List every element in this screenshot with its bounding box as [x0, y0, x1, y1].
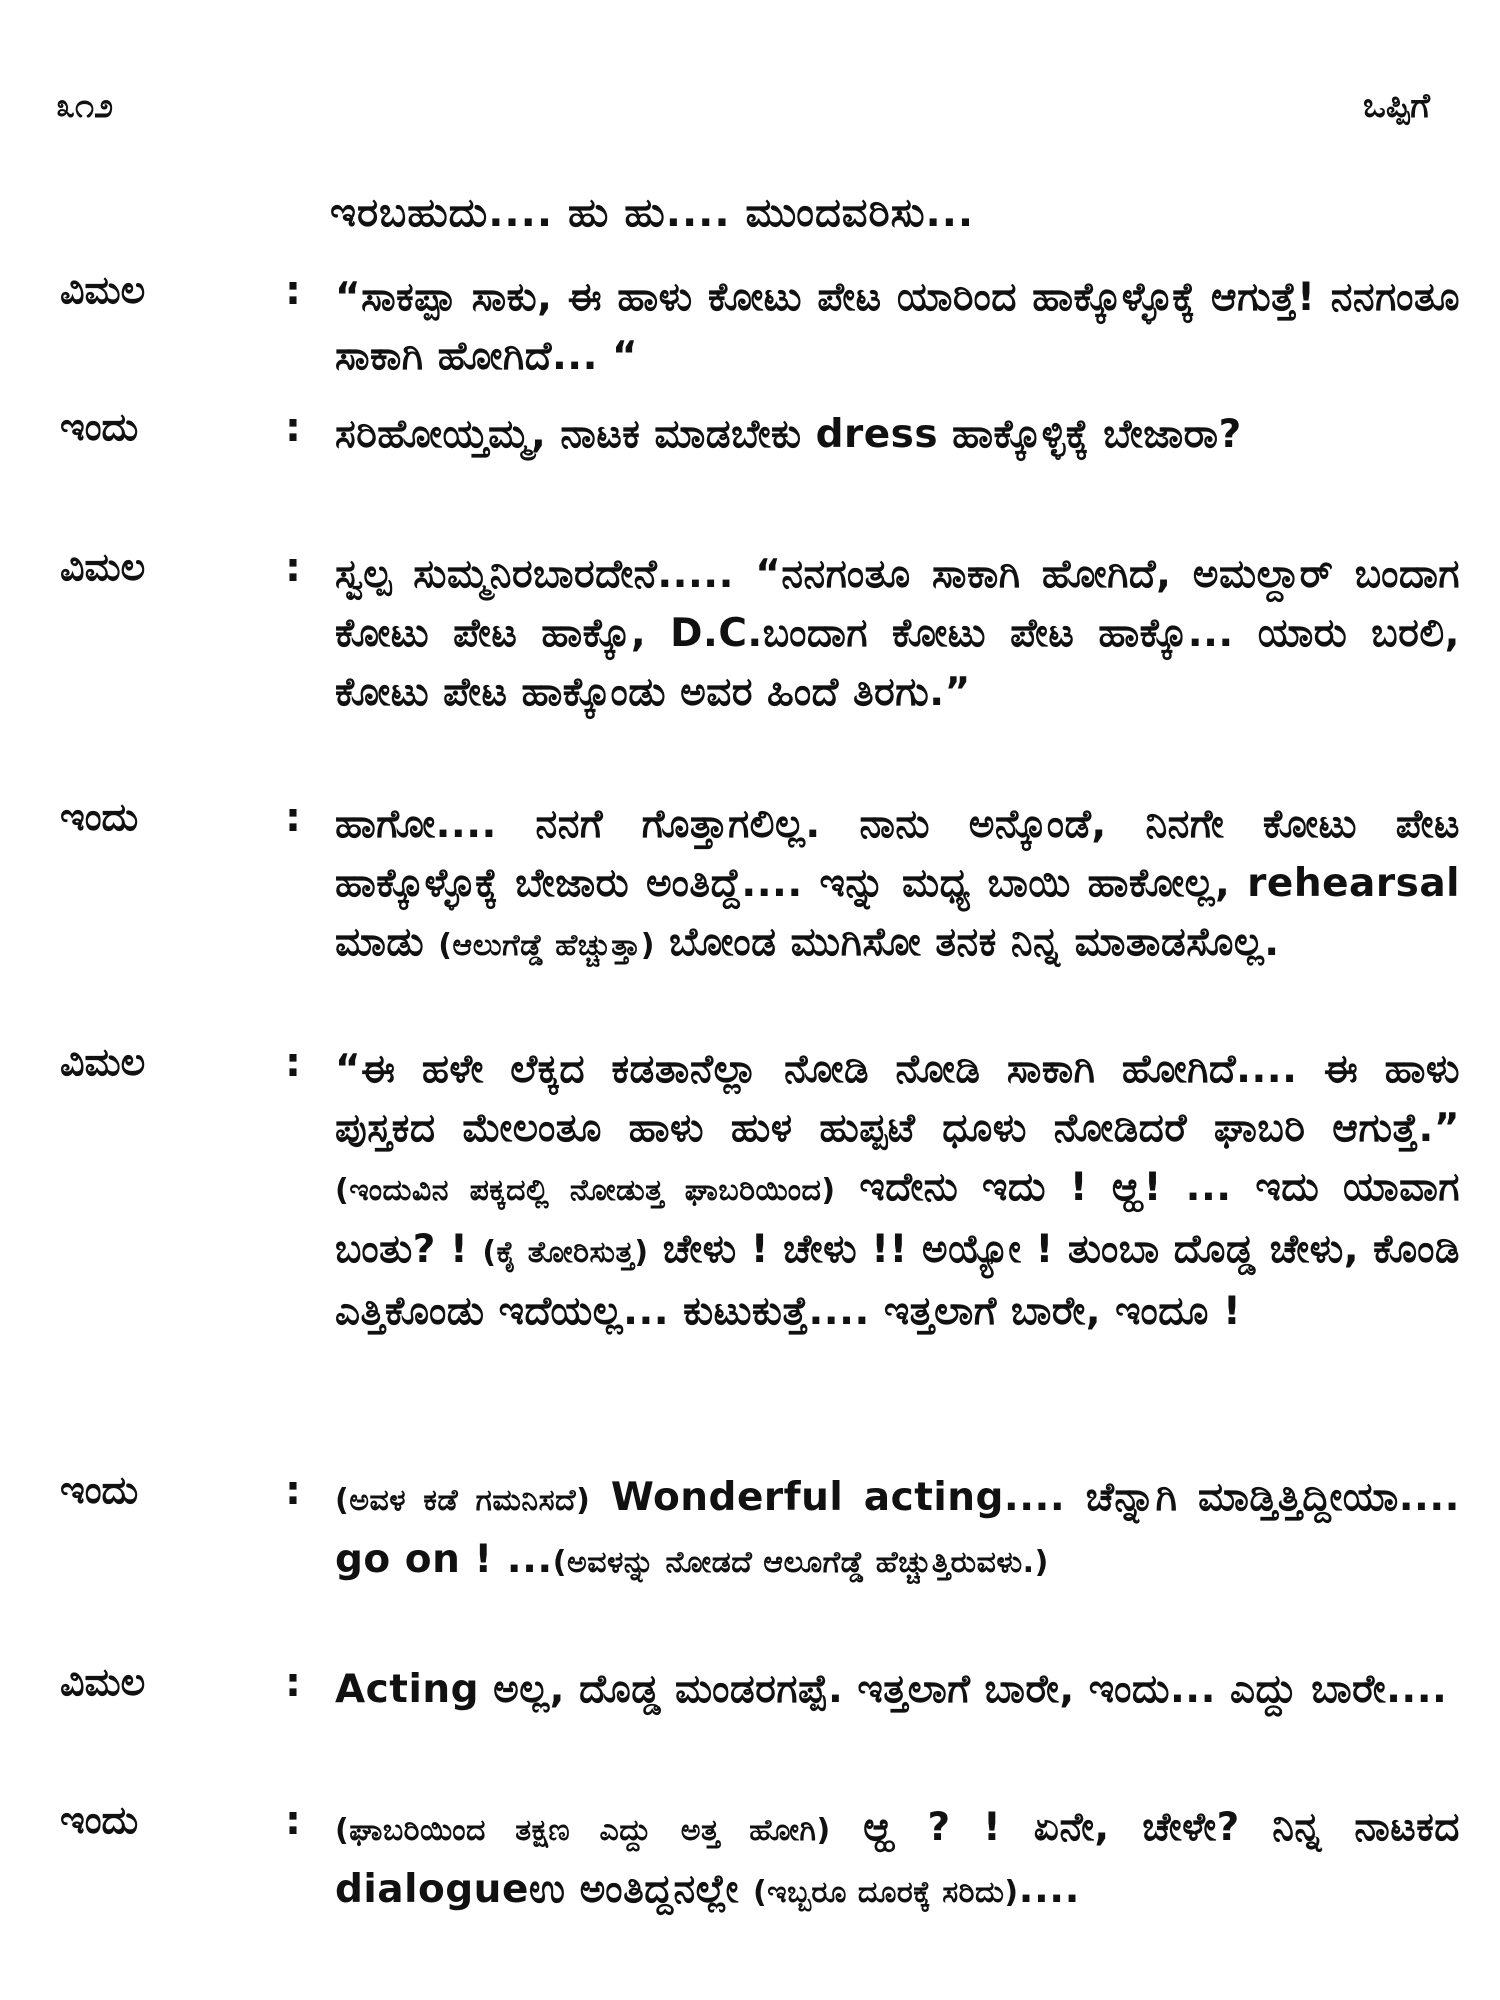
stage-direction: (ಆಲುಗೆಡ್ಡೆ ಹೆಚ್ಚುತ್ತಾ) [438, 928, 655, 963]
speech: Wonderful acting.... ಚೆನ್ನಾಗಿ ಮಾಡ್ತಿತ್ತಿದ್ದೀಯಾ.... go on ! ... [335, 1475, 1460, 1582]
dialogue-text [335, 268, 1460, 386]
stage-direction: (ಕೈ ತೋರಿಸುತ್ತ) [482, 1235, 649, 1270]
speaker-name: ಇಂದು [60, 405, 139, 449]
speaker-name: ವಿಮಲ [60, 268, 146, 312]
speaker-colon: : [285, 405, 301, 451]
speech: ಹಾಗೋ.... ನನಗೆ ಗೊತ್ತಾಗಲಿಲ್ಲ. ನಾನು ಅನ್ಕೊಂಡೆ, ನಿನಗೇ ಕೋಟು ಪೇಟ ಹಾಕ್ಕೊಳ್ಳೊಕ್ಕೆ ಬೇಜಾರು ಅಂತಿದ್ದೆ.... ಇನ್ನು ಮಧ್ಯ ಬಾಯಿ ಹಾಕೋಲ್ಲ, rehearsal ಮಾಡು [335, 802, 1460, 965]
speaker-name: ಇಂದು [60, 1468, 139, 1512]
speech: “ಸಾಕಪ್ಪಾ ಸಾಕು, ಈ ಹಾಳು ಕೋಟು ಪೇಟ ಯಾರಿಂದ ಹಾಕ್ಕೊಳ್ಳೊಕ್ಕೆ ಆಗುತ್ತೆ! ನನಗಂತೂ ಸಾಕಾಗಿ ಹೋಗಿದೆ... “ [335, 275, 1460, 379]
speaker-colon: : [285, 545, 301, 591]
speech: ಸರಿಹೋಯ್ತಮ್ಮ, ನಾಟಕ ಮಾಡಬೇಕು dress ಹಾಕ್ಕೊಳ್ಳಿಕ್ಕೆ ಬೇಜಾರಾ? [335, 412, 1242, 457]
stage-direction: (ಇಂದುವಿನ ಪಕ್ಕದಲ್ಲಿ ನೋಡುತ್ತ ಘಾಬರಿಯಿಂದ) [335, 1173, 836, 1208]
dialogue-text [335, 1660, 1460, 1719]
speech: Acting ಅಲ್ಲ, ದೊಡ್ಡ ಮಂಡರಗಪ್ಪೆ. ಇತ್ತಲಾಗೆ ಬಾರೇ, ಇಂದು... ಎದ್ದು ಬಾರೇ.... [335, 1667, 1448, 1712]
dialogue-text [335, 1798, 1460, 1922]
speech: ಚೇಳು ! ಚೇಳು !! ಅಯ್ಯೋ ! ತುಂಬಾ ದೊಡ್ಡ ಚೇಳು, ಕೊಂಡಿ ಎತ್ತಿಕೊಂಡು ಇದೆಯಲ್ಲ... ಕುಟುಕುತ್ತೆ.... ಇತ್ತಲಾಗೆ ಬಾರೇ, ಇಂದೂ ! [335, 1227, 1460, 1334]
speech: ಬೋಂಡ ಮುಗಿಸೋ ತನಕ ನಿನ್ನ ಮಾತಾಡಸೊಲ್ಲ. [655, 920, 1280, 965]
speech: ಸ್ವಲ್ಪ ಸುಮ್ಮನಿರಬಾರದೇನೆ..... “ನನಗಂತೂ ಸಾಕಾಗಿ ಹೋಗಿದೆ, ಅಮಲ್ದಾರ್ ಬಂದಾಗ ಕೋಟು ಪೇಟ ಹಾಕ್ಕೊ, D.C.ಬಂದಾಗ ಕೋಟು ಪೇಟ ಹಾಕ್ಕೊ... ಯಾರು ಬರಲಿ, ಕೋಟು ಪೇಟ ಹಾಕ್ಕೊಂಡು ಅವರ ಹಿಂದೆ ತಿರಗು.” [335, 552, 1460, 715]
dialogue-text [335, 545, 1460, 722]
speaker-name: ವಿಮಲ [60, 545, 146, 589]
speech: ಇದೇನು ಇದು ! ಆ್ಹ! ... ಇದು ಯಾವಾಗ ಬಂತು? ! [335, 1165, 1460, 1272]
speaker-name: ವಿಮಲ [60, 1660, 146, 1704]
running-title: ಒಪ್ಪಿಗೆ [1362, 86, 1430, 126]
stage-direction: (ಅವಳ ಕಡೆ ಗಮನಿಸದೆ) [335, 1483, 591, 1518]
dialogue-text [335, 405, 1460, 464]
stage-direction: (ಇಬ್ಬರೂ ದೂರಕ್ಕೆ ಸರಿದು) [752, 1875, 1019, 1910]
speaker-colon: : [285, 795, 301, 841]
speaker-name: ಇಂದು [60, 795, 139, 839]
stage-direction: (ಅವಳನ್ನು ನೋಡದೆ ಆಲೂಗೆಡ್ಡೆ ಹೆಚ್ಚುತ್ತಿರುವಳು.) [552, 1545, 1049, 1580]
speaker-name: ಇಂದು [60, 1798, 139, 1842]
speech: .... [1018, 1867, 1080, 1912]
speaker-colon: : [285, 1660, 301, 1706]
speaker-colon: : [285, 268, 301, 314]
dialogue-text [335, 1040, 1460, 1341]
dialogue-text [335, 1468, 1460, 1592]
dialogue-text [335, 795, 1460, 975]
speaker-colon: : [285, 1040, 301, 1086]
speaker-name: ವಿಮಲ [60, 1040, 146, 1084]
speaker-colon: : [285, 1798, 301, 1844]
speech: ಆ್ಹ ? ! ಏನೇ, ಚೇಳೇ? ನಿನ್ನ ನಾಟಕದ dialogueಉ ಅಂತಿದ್ದನಲ್ಲೇ [335, 1805, 1460, 1912]
continuation-line: ಇರಬಹುದು.... ಹು ಹು.... ಮುಂದವರಿಸು... [330, 190, 975, 236]
speaker-colon: : [285, 1468, 301, 1514]
speech: “ಈ ಹಳೇ ಲೆಕ್ಕದ ಕಡತಾನೆಲ್ಲಾ ನೋಡಿ ನೋಡಿ ಸಾಕಾಗಿ ಹೋಗಿದೆ.... ಈ ಹಾಳು ಪುಸ್ತಕದ ಮೇಲಂತೂ ಹಾಳು ಹುಳ ಹುಪ್ಪಟೆ ಧೂಳು ನೋಡಿದರೆ ಘಾಬರಿ ಆಗುತ್ತೆ.” [335, 1047, 1460, 1151]
page-number: ೩೧೨ [56, 86, 114, 126]
stage-direction: (ಘಾಬರಿಯಿಂದ ತಕ್ಷಣ ಎದ್ದು ಅತ್ತ ಹೋಗಿ) [335, 1813, 831, 1848]
